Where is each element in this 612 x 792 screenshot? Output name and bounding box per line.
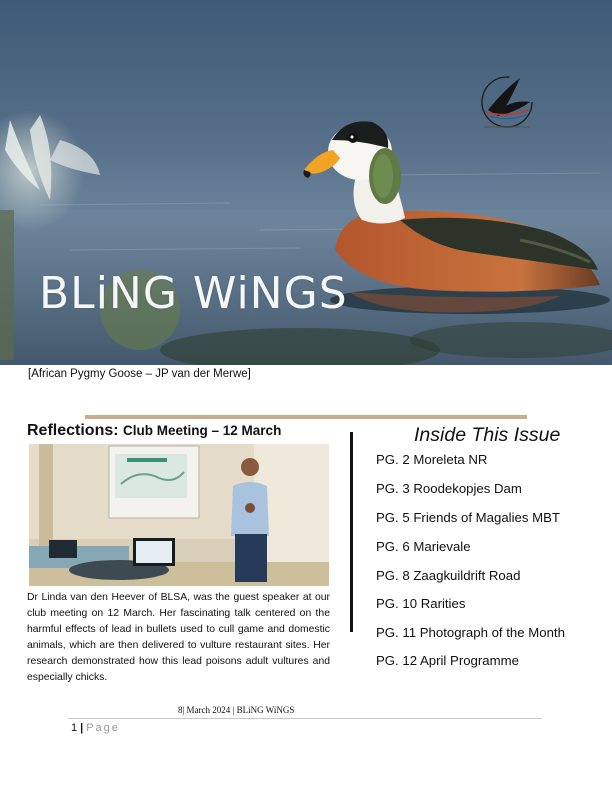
page-number bbox=[71, 722, 120, 734]
toc-item[interactable]: PG. 5 Friends of Magalies MBT bbox=[376, 510, 560, 525]
article-title-rest: Club Meeting – 12 March bbox=[123, 423, 282, 438]
inside-issue-title: Inside This Issue bbox=[414, 424, 561, 446]
masthead-title: BLiNG WiNGS bbox=[39, 268, 348, 319]
section-divider bbox=[85, 415, 527, 419]
toc-item[interactable]: PG. 10 Rarities bbox=[376, 596, 466, 611]
toc-item[interactable]: PG. 8 Zaagkuildrift Road bbox=[376, 568, 521, 583]
footer-rule bbox=[68, 718, 542, 719]
toc-item[interactable]: PG. 6 Marievale bbox=[376, 539, 471, 554]
cover-caption: [African Pygmy Goose – JP van der Merwe] bbox=[28, 368, 251, 380]
speaker-photo bbox=[29, 444, 329, 586]
page-separator: | bbox=[80, 722, 84, 734]
article-body: Dr Linda van den Heever of BLSA, was the guest speaker at our club meeting on 12 March. Her fascinating talk centered on the harmful effects of lead in bullets used to cull game and domestic animals, which are then delivered to vulture restaurant sites. Her research demonstrated how this lead poisons adult vultures and especially chicks. bbox=[27, 592, 330, 683]
article-title-lead: Reflections: bbox=[27, 422, 119, 439]
toc-item[interactable]: PG. 2 Moreleta NR bbox=[376, 452, 488, 467]
toc-item[interactable]: PG. 3 Roodekopjes Dam bbox=[376, 481, 522, 496]
toc-item[interactable]: PG. 11 Photograph of the Month bbox=[376, 625, 565, 640]
article-title bbox=[27, 422, 281, 440]
cover-photo bbox=[0, 0, 612, 365]
toc-item[interactable]: PG. 12 April Programme bbox=[376, 653, 519, 668]
running-footer: 8| March 2024 | BLiNG WiNGS bbox=[178, 705, 295, 715]
page-number-value: 1 bbox=[71, 722, 78, 734]
column-divider bbox=[350, 432, 353, 632]
page-label: Page bbox=[86, 722, 120, 734]
club-logo bbox=[476, 72, 538, 136]
